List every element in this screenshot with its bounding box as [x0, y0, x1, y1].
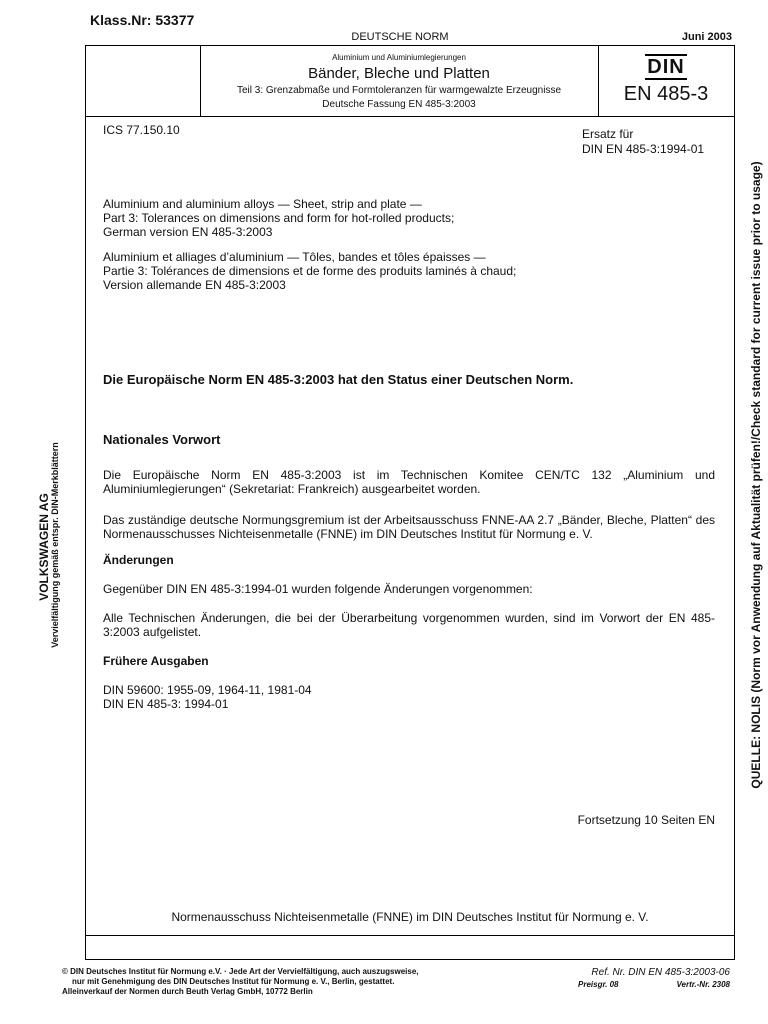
- replaces-block: [582, 127, 704, 157]
- french-title: [103, 250, 703, 292]
- document-version: Deutsche Fassung EN 485-3:2003: [322, 99, 476, 110]
- publication-date: Juni 2003: [681, 31, 732, 43]
- french-title-line: Partie 3: Tolérances de dimensions et de forme des produits laminés à chaud;: [103, 264, 517, 278]
- continuation-note: Fortsetzung 10 Seiten EN: [577, 813, 715, 827]
- din-block: [598, 46, 734, 116]
- replaces-label: Ersatz für: [582, 127, 634, 141]
- norm-type: DEUTSCHE NORM: [351, 31, 449, 43]
- nolis-source-note: [744, 90, 768, 860]
- previous-editions-list: [103, 683, 715, 711]
- previous-edition-item: DIN 59600: 1955-09, 1964-11, 1981-04: [103, 683, 312, 697]
- standard-number: EN 485-3: [623, 83, 709, 105]
- copyright-line: nur mit Genehmigung des DIN Deutsches Institut für Normung e. V., Berlin, gestattet.: [72, 977, 395, 986]
- distribution-number: Vertr.-Nr. 2308: [676, 980, 730, 989]
- copyright-notice: [62, 967, 419, 997]
- price-group: Preisgr. 08: [578, 980, 619, 989]
- title-block: [200, 46, 598, 116]
- title-subject: Aluminium und Aluminiumlegierungen: [332, 53, 466, 62]
- changes-paragraph-1: Gegenüber DIN EN 485-3:1994-01 wurden folgende Änderungen vorgenommen:: [103, 582, 533, 596]
- nolis-text: QUELLE: NOLIS (Norm vor Anwendung auf Aktualität prüfen!/Check standard for current issue prior to usage): [749, 161, 763, 789]
- replaces-value: DIN EN 485-3:1994-01: [582, 142, 705, 156]
- document-part: Teil 3: Grenzabmaße und Formtoleranzen für warmgewalzte Erzeugnisse: [236, 85, 562, 96]
- volkswagen-stamp: [16, 440, 76, 680]
- national-foreword-heading: Nationales Vorwort: [103, 432, 221, 447]
- status-statement: Die Europäische Norm EN 485-3:2003 hat den Status einer Deutschen Norm.: [103, 372, 574, 387]
- classification-number: Klass.Nr: 53377: [90, 12, 195, 28]
- english-title-line: Part 3: Tolerances on dimensions and form for hot-rolled products;: [103, 211, 455, 225]
- volkswagen-label: VOLKSWAGEN AG: [37, 493, 51, 601]
- ics-code: ICS 77.150.10: [103, 123, 180, 137]
- committee-name: Normenausschuss Nichteisenmetalle (FNNE) im DIN Deutsches Institut für Normung e. V.: [171, 910, 649, 924]
- copyright-line: © DIN Deutsches Institut für Normung e.V. · Jede Art der Vervielfältigung, auch auszugsweise,: [62, 967, 419, 976]
- english-title: [103, 197, 703, 239]
- french-title-line: Version allemande EN 485-3:2003: [103, 278, 286, 292]
- copyright-line: Alleinverkauf der Normen durch Beuth Verlag GmbH, 10772 Berlin: [62, 987, 313, 996]
- english-title-line: Aluminium and aluminium alloys — Sheet, strip and plate —: [103, 197, 422, 211]
- previous-editions-heading: Frühere Ausgaben: [103, 654, 209, 668]
- header-divider: [86, 116, 734, 117]
- french-title-line: Aluminium et alliages d’aluminium — Tôles, bandes et tôles épaisses —: [103, 250, 486, 264]
- foreword-paragraph-2: Das zuständige deutsche Normungsgremium ist der Arbeitsausschuss FNNE-AA 2.7 „Bänder, Bleche, Platten“ des Normenausschusses Nichteisenmetalle (FNNE) im DIN Deutsches Institut für Normung e. V.: [103, 513, 715, 541]
- foreword-paragraph-1: Die Europäische Norm EN 485-3:2003 ist im Technischen Komitee CEN/TC 132 „Aluminium und Aluminiumlegierungen“ (Sekretariat: Frankreich) ausgearbeitet worden.: [103, 468, 715, 496]
- footer-divider: [86, 935, 734, 936]
- din-logo: DIN: [647, 56, 685, 78]
- previous-edition-item: DIN EN 485-3: 1994-01: [103, 697, 229, 711]
- document-title: Bänder, Bleche und Platten: [308, 65, 490, 82]
- changes-paragraph-2: Alle Technischen Änderungen, die bei der Überarbeitung vorgenommen wurden, sind im Vorwort der EN 485-3:2003 aufgelistet.: [103, 611, 715, 639]
- changes-heading: Änderungen: [103, 553, 174, 567]
- reproduction-note: Vervielfältigung gemäß entspr. DIN-Merkblättern: [50, 442, 60, 648]
- reference-number: Ref. Nr. DIN EN 485-3:2003-06: [591, 967, 730, 978]
- english-title-line: German version EN 485-3:2003: [103, 225, 273, 239]
